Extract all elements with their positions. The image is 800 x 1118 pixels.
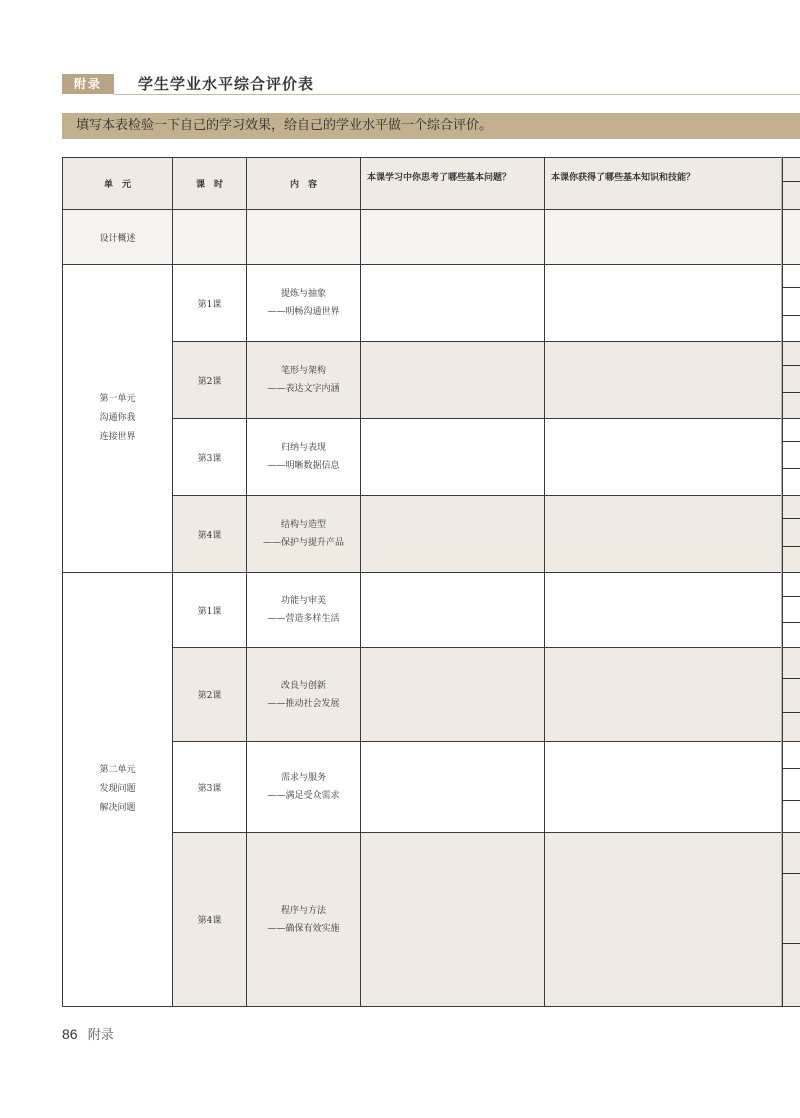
answer-cell[interactable] (361, 573, 545, 648)
row-tick-mark (783, 622, 800, 623)
table-row (63, 742, 800, 833)
content-cell (247, 648, 361, 742)
col-header-period: 课 时 (173, 158, 247, 210)
unit-cell (63, 573, 173, 1007)
row-tick-mark (783, 712, 800, 713)
content-cell (247, 833, 361, 1007)
lesson-title: 程序与方法 (280, 905, 326, 916)
answer-cell[interactable] (545, 833, 783, 1007)
row-tick-mark (783, 287, 800, 288)
table-row (63, 419, 800, 496)
lesson-subtitle: ——保护与提升产品 (262, 538, 344, 548)
lesson-subtitle: ——推动社会发展 (267, 698, 340, 709)
unit-line: 连接世界 (99, 432, 136, 442)
unit-cell (63, 265, 173, 573)
period-cell: 第4课 (173, 833, 247, 1007)
col-header-q1 (361, 158, 545, 210)
answer-cell[interactable] (545, 742, 783, 833)
design-overview-label: 设计概述 (63, 210, 173, 265)
row-tick-mark (783, 315, 800, 316)
answer-cell[interactable] (361, 265, 545, 342)
answer-cell[interactable] (361, 648, 545, 742)
row-tick-mark (783, 596, 800, 597)
lesson-subtitle: ——确保有效实施 (267, 923, 340, 934)
lesson-title: 归纳与表现 (280, 443, 326, 453)
row-tick-mark (783, 392, 800, 393)
answer-cell[interactable] (545, 210, 783, 265)
footer-section: 附录 (87, 1028, 114, 1043)
header-rule (114, 94, 800, 95)
answer-cell[interactable] (545, 265, 783, 342)
table-row (63, 833, 800, 1007)
page-cut-edge (781, 157, 782, 1006)
period-cell: 第1课 (173, 573, 247, 648)
row-tick-mark (783, 181, 800, 182)
content-cell (247, 419, 361, 496)
table-row (63, 496, 800, 573)
q1-text: 本课学习中你思考了哪些基本问题？ (367, 173, 512, 183)
table-row (63, 265, 800, 342)
lesson-subtitle: ——明畅沟通世界 (267, 307, 340, 317)
lesson-title: 笔形与架构 (280, 366, 326, 376)
section-header (62, 72, 800, 98)
lesson-title: 提炼与抽象 (280, 289, 326, 299)
answer-cell[interactable] (545, 419, 783, 496)
page-number: 86 (62, 1026, 78, 1042)
page-footer (62, 1024, 114, 1043)
answer-cell[interactable] (361, 210, 545, 265)
row-tick-mark (783, 678, 800, 679)
row-tick-mark (783, 873, 800, 874)
evaluation-table (62, 157, 800, 1007)
lesson-title: 结构与造型 (280, 520, 326, 530)
answer-cell[interactable] (361, 496, 545, 573)
answer-cell[interactable] (361, 419, 545, 496)
design-overview-row (63, 210, 800, 265)
period-cell: 第3课 (173, 419, 247, 496)
answer-cell[interactable] (545, 342, 783, 419)
lesson-subtitle: ——满足受众需求 (267, 791, 340, 801)
q2-text: 本课你获得了哪些基本知识和技能？ (551, 173, 696, 183)
lesson-subtitle: ——明晰数据信息 (267, 461, 340, 471)
content-cell (247, 496, 361, 573)
unit-name: 第二单元 (99, 765, 136, 775)
row-tick-mark (783, 768, 800, 769)
lesson-title: 功能与审美 (280, 596, 326, 606)
lesson-subtitle: ——营造多样生活 (267, 614, 340, 624)
content-cell (247, 742, 361, 833)
col-header-cut (783, 158, 800, 210)
answer-cell[interactable] (361, 342, 545, 419)
table-row (63, 342, 800, 419)
period-cell: 第4课 (173, 496, 247, 573)
row-tick-mark (783, 518, 800, 519)
lesson-title: 改良与创新 (280, 680, 326, 691)
appendix-tag: 附录 (62, 74, 114, 94)
unit-line: 沟通你我 (99, 413, 136, 423)
period-cell: 第2课 (173, 648, 247, 742)
content-cell (247, 342, 361, 419)
unit-line: 解决问题 (99, 803, 136, 813)
col-header-unit: 单 元 (63, 158, 173, 210)
period-cell: 第3课 (173, 742, 247, 833)
row-tick-mark (783, 546, 800, 547)
content-cell (247, 265, 361, 342)
col-header-q2 (545, 158, 783, 210)
lesson-title: 需求与服务 (280, 773, 326, 783)
answer-cell[interactable] (545, 573, 783, 648)
content-cell (247, 573, 361, 648)
answer-cell[interactable] (361, 742, 545, 833)
row-tick-mark (783, 468, 800, 469)
row-tick-mark (783, 441, 800, 442)
table-row (63, 648, 800, 742)
instruction-banner: 填写本表检验一下自己的学习效果，给自己的学业水平做一个综合评价。 (62, 113, 800, 139)
page-title: 学生学业水平综合评价表 (138, 75, 315, 93)
row-tick-mark (783, 365, 800, 366)
answer-cell[interactable] (545, 496, 783, 573)
period-cell: 第1课 (173, 265, 247, 342)
unit-name: 第一单元 (99, 394, 136, 404)
row-tick-mark (783, 943, 800, 944)
unit-line: 发现问题 (99, 784, 136, 794)
table-header-row (63, 158, 800, 210)
period-cell: 第2课 (173, 342, 247, 419)
answer-cell[interactable] (545, 648, 783, 742)
table-row (63, 573, 800, 648)
col-header-content: 内 容 (247, 158, 361, 210)
answer-cell[interactable] (361, 833, 545, 1007)
lesson-subtitle: ——表达文字内涵 (267, 384, 340, 394)
row-tick-mark (783, 800, 800, 801)
